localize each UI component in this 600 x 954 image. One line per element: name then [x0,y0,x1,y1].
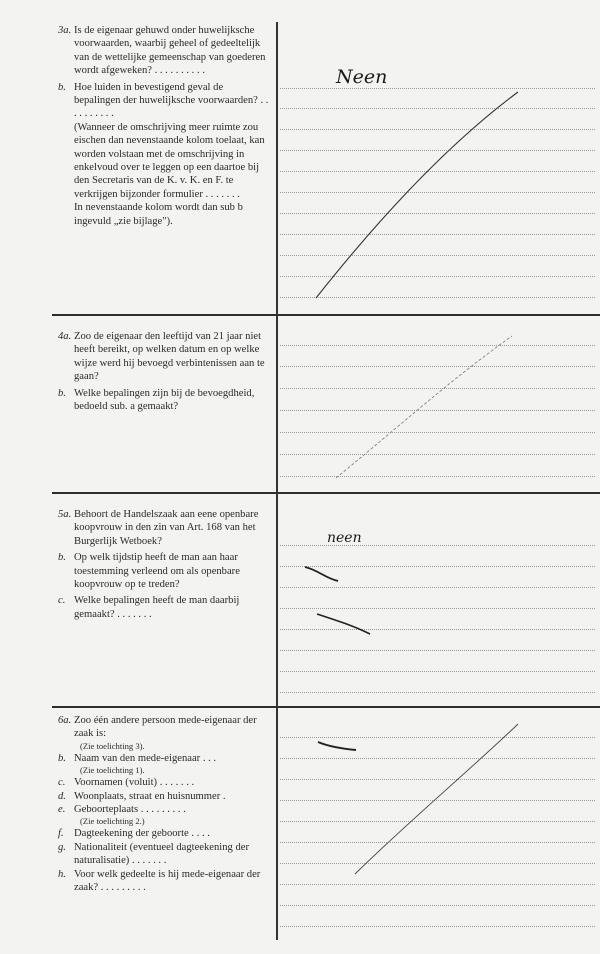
answer-line [280,629,595,630]
answer-line [280,692,595,693]
question-text: Geboorteplaats . . . . . . . . . [74,804,186,816]
question-item [58,776,272,789]
section-separator [52,314,600,316]
answer-line [280,345,595,346]
answer-line [280,650,595,651]
handwritten-answer-neen: neen [327,530,362,546]
question-text: Woonplaats, straat en huisnummer . [74,790,226,802]
dash-mark [305,567,338,581]
question-item [58,803,272,816]
question-label: c. [58,777,66,789]
question-label: 4a. [58,331,72,342]
answer-line [280,737,595,738]
answer-line [280,758,595,759]
instruction-paragraph: In nevenstaande kolom wordt dan sub b ingevuld „zie bijlage"). [74,202,243,227]
question-item [58,594,272,621]
dash-mark [318,742,356,750]
question-label: h. [58,868,66,880]
answer-line [280,108,595,109]
answer-line [280,88,595,89]
answer-line [280,608,595,609]
question-text: Voor welk gedeelte is hij mede-eigenaar der zaak? . . . . . . . . . [74,868,261,894]
question-item [58,330,272,384]
question-label: e. [58,804,66,816]
answer-line [280,432,595,433]
answer-line [280,671,595,672]
answer-line [280,800,595,801]
answer-line [280,171,595,172]
question-text: Zoo één andere persoon mede-eigenaar der zaak is: [74,715,257,740]
answer-line [280,476,595,477]
note-text: (Zie toelichting 3). [80,740,145,751]
answer-line [280,779,595,780]
question-text: Voornamen (voluit) . . . . . . . [74,777,195,789]
answer-line [280,213,595,214]
answer-line [280,234,595,235]
question-item [58,790,272,803]
question-item [58,551,272,591]
answer-line [280,821,595,822]
question-label: f. [58,828,64,840]
answer-line [280,366,595,367]
answer-line [280,863,595,864]
question-label: b. [58,552,66,564]
toelichting-note [58,765,272,776]
answer-line [280,388,595,389]
question-item [58,508,272,548]
answer-line [280,587,595,588]
question-text: Welke bepalingen heeft de man daarbij gemaakt? . . . . . . . [74,595,240,620]
answer-line [280,905,595,906]
answer-line [280,454,595,455]
question-text: Is de eigenaar gehuwd onder huwelijksche voorwaarden, waarbij geheel of gedeeltelijk van de wettelijke gemeenschap van goederen wordt afgeweken? . . . . . . . . . . [74,25,266,77]
question-section-3 [58,24,272,228]
question-text: Naam van den mede-eigenaar . . . [74,752,217,764]
question-label: b. [58,81,66,93]
strike-through-stroke [336,336,512,478]
handwritten-answer-neen: Neen [336,66,388,88]
answer-line [280,842,595,843]
question-label: 3a. [58,25,72,36]
instruction-text [58,121,272,201]
answer-line [280,129,595,130]
question-item [58,24,272,78]
question-item [58,81,272,121]
section-separator [52,492,600,494]
answer-line [280,566,595,567]
answer-line [280,926,595,927]
question-item [58,752,272,765]
instruction-paragraph: (Wanneer de omschrijving meer ruimte zou eischen dan nevenstaande kolom toelaat, kan worden volstaan met de omschrijving in enkelvoud over te leggen op een daartoe bij den Secretaris van de K. v. K. en F. te verkrijgen bijzonder formulier . . . . . . . [74,121,265,200]
question-text: Nationaliteit (eventueel dagteekening der naturalisatie) . . . . . . . [74,841,250,867]
question-section-6 [58,714,272,894]
toelichting-note [58,741,272,752]
question-label: g. [58,841,66,853]
question-text: Behoort de Handelszaak aan eene openbare koopvrouw in den zin van Art. 168 van het Burgerlijk Wetboek? [74,509,259,547]
question-label: c. [58,595,66,607]
strike-through-stroke [355,724,518,874]
answer-line [280,410,595,411]
question-item [58,841,272,868]
answer-line [280,150,595,151]
question-item [58,387,272,414]
question-section-5 [58,508,272,621]
section-separator [52,706,600,708]
question-label: d. [58,790,66,802]
column-divider [276,22,278,940]
question-label: 5a. [58,509,72,520]
question-label: b. [58,752,66,764]
question-text: Welke bepalingen zijn bij de bevoegdheid, bedoeld sub. a gemaakt? [74,387,255,413]
question-label: b. [58,387,66,399]
answer-line [280,192,595,193]
question-text: Zoo de eigenaar den leeftijd van 21 jaar niet heeft bereikt, op welken datum en op welke wijze werd hij bevoegd verbintenissen aan te gaan? [74,331,265,383]
question-text: Hoe luiden in bevestigend geval de bepalingen der huwelijksche voorwaarden? . . . . . . . . . . [74,81,269,120]
question-item [58,868,272,895]
answer-line [280,884,595,885]
answer-line [280,255,595,256]
question-text: Op welk tijdstip heeft de man aan haar toestemming verleend om als openbare koopvrouw op te treden? [74,552,240,591]
question-item [58,827,272,840]
instruction-text [58,201,272,228]
question-text: Dagteekening der geboorte . . . . [74,828,210,840]
dash-mark [317,614,370,634]
answer-line [280,276,595,277]
question-item [58,714,272,741]
question-section-4 [58,330,272,413]
strike-through-stroke [316,92,518,298]
question-label: 6a. [58,715,72,726]
note-text: (Zie toelichting 1). [80,765,145,776]
toelichting-note [58,816,272,827]
note-text: (Zie toelichting 2.) [80,816,145,827]
answer-line [280,297,595,298]
